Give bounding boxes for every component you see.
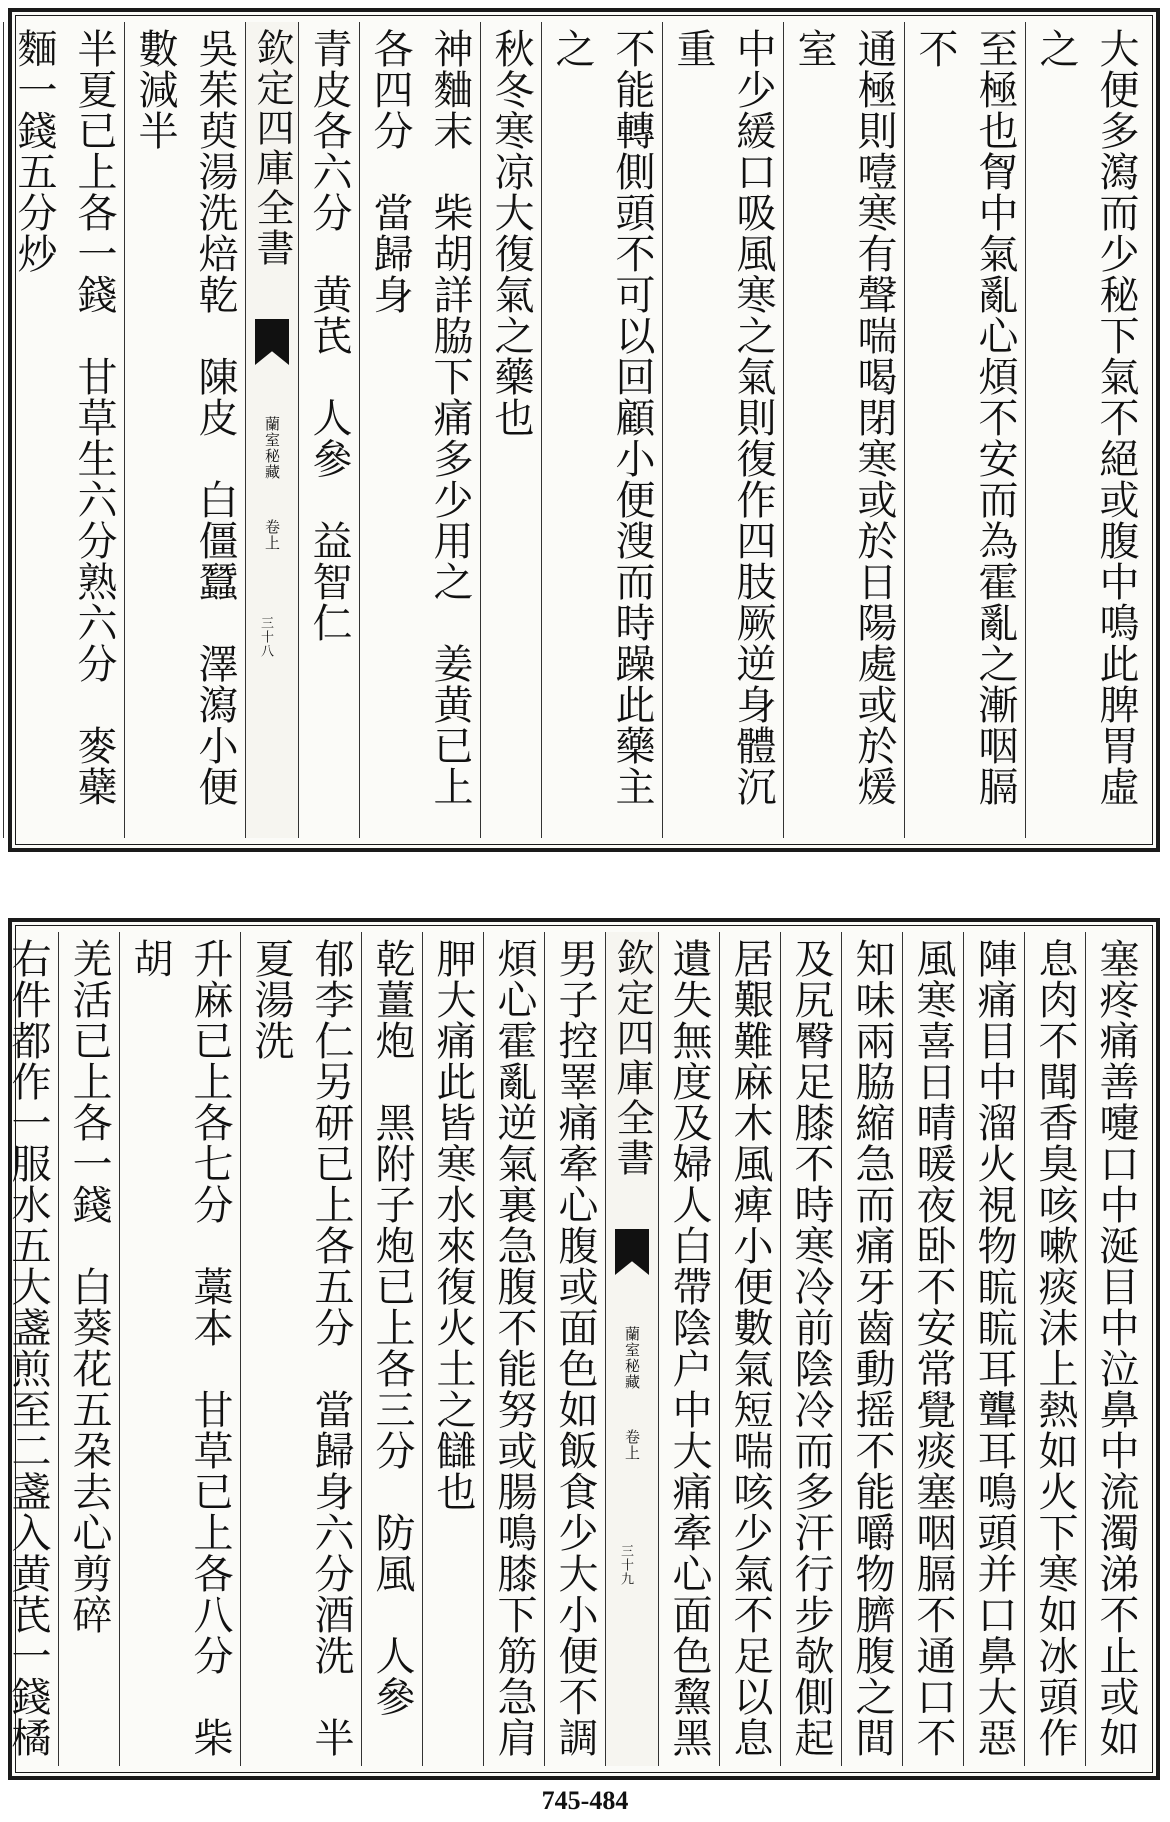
page-center-strip bbox=[245, 22, 298, 838]
volume-label: 卷上 bbox=[623, 1429, 641, 1461]
text-column: 吳茱萸湯洗焙乾 陳皮 白僵蠶 澤瀉小便數減半 bbox=[124, 22, 245, 838]
text-column: 通極則噎寒有聲喘喝閉寒或於日陽處或於煖室 bbox=[783, 22, 904, 838]
folio-number: 三十八 bbox=[258, 616, 273, 658]
text-column: 不能轉側頭不可以回顧小便溲而時躁此藥主之 bbox=[541, 22, 662, 838]
volume-label: 卷上 bbox=[263, 519, 281, 551]
text-column: 乾薑炮 黑附子炮已上各三分 防風 人參 bbox=[361, 932, 422, 1766]
text-column: 升麻已上各七分 藁本 甘草已上各八分 柴胡 bbox=[119, 932, 240, 1766]
page-center-strip bbox=[605, 932, 658, 1766]
text-column: 遺失無度及婦人白帶陰户中大痛牽心面色黧黑 bbox=[658, 932, 719, 1766]
text-column: 大便多瀉而少秘下氣不絕或腹中鳴此脾胃虛之 bbox=[1025, 22, 1146, 838]
text-column: 風寒喜日晴暖夜卧不安常覺痰塞咽膈不通口不 bbox=[902, 932, 963, 1766]
upper-page bbox=[8, 8, 1160, 852]
book-title: 欽定四庫全書 bbox=[610, 938, 654, 1178]
text-column: 及尻臀足膝不時寒冷前陰冷而多汗行步欹側起 bbox=[780, 932, 841, 1766]
text-column: 至極也胷中氣亂心煩不安而為霍亂之漸咽膈不 bbox=[904, 22, 1025, 838]
text-column: 居艱難麻木風痺小便數氣短喘咳少氣不足以息 bbox=[719, 932, 780, 1766]
library-name: 蘭室秘藏 bbox=[263, 416, 281, 480]
text-column: 男子控睪痛牽心腹或面色如飯食少大小便不調 bbox=[544, 932, 605, 1766]
text-column: 青皮各六分 黄芪 人參 益智仁 bbox=[298, 22, 359, 838]
fish-tail-mark-icon bbox=[615, 1229, 649, 1275]
library-name: 蘭室秘藏 bbox=[623, 1326, 641, 1390]
lower-columns bbox=[5, 932, 1146, 1766]
text-column: 塞疼痛善嚏口中涎目中泣鼻中流濁涕不止或如 bbox=[1085, 932, 1146, 1766]
book-title: 欽定四庫全書 bbox=[250, 28, 294, 268]
text-column: 胛大痛此皆寒水來復火土之讎也 bbox=[422, 932, 483, 1766]
text-column: 秋冬寒凉大復氣之藥也 bbox=[480, 22, 541, 838]
text-column: 右件都作一服水五大盞煎至二盞入黄芪一錢橘 bbox=[5, 938, 51, 1758]
text-column: 半夏已上各一錢 甘草生六分熟六分 麥蘗麵一錢五分炒 bbox=[3, 22, 124, 838]
text-column: 知味兩脇縮急而痛牙齒動摇不能嚼物臍腹之間 bbox=[841, 932, 902, 1766]
text-column: 息肉不聞香臭咳嗽痰沫上熱如火下寒如冰頭作 bbox=[1024, 932, 1085, 1766]
text-column: 神麯末 柴胡詳脇下痛多少用之 姜黄已上各四分 當歸身 bbox=[359, 22, 480, 838]
fish-tail-mark-icon bbox=[255, 319, 289, 365]
upper-columns bbox=[11, 22, 1146, 838]
folio-number: 三十九 bbox=[618, 1544, 633, 1586]
lower-page bbox=[5, 918, 1160, 1780]
text-column: 羌活已上各一錢 白葵花五朶去心剪碎 bbox=[58, 932, 119, 1766]
text-column: 郁李仁另研已上各五分 當歸身六分酒洗 半夏湯洗 bbox=[240, 932, 361, 1766]
text-column bbox=[0, 22, 3, 838]
page-footer-number: 745-484 bbox=[541, 1786, 629, 1815]
text-column: 煩心霍亂逆氣裏急腹不能努或腸鳴膝下筋急肩 bbox=[483, 932, 544, 1766]
text-column: 陣痛目中溜火視物䀮䀮耳聾耳鳴頭并口鼻大惡 bbox=[963, 932, 1024, 1766]
text-column: 中少緩口吸風寒之氣則復作四肢厥逆身體沉重 bbox=[662, 22, 783, 838]
